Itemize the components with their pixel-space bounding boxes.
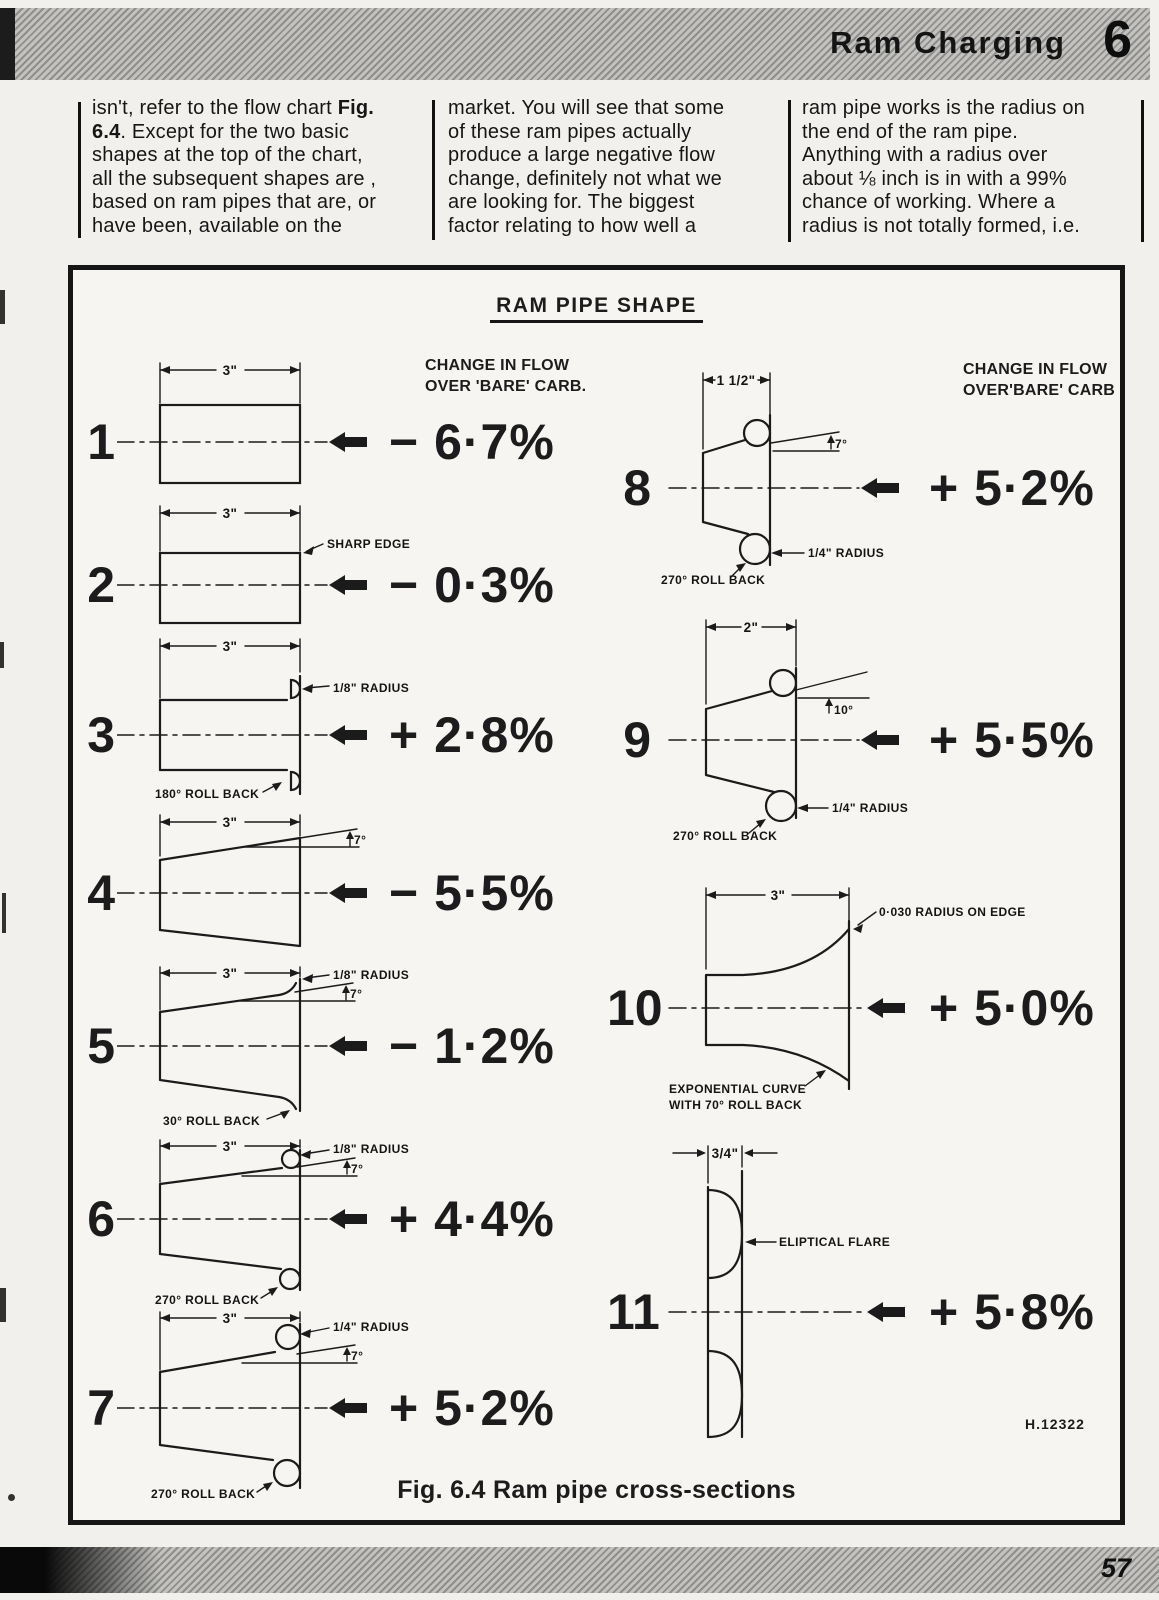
chapter-number: 6 — [1103, 11, 1132, 69]
intro-column-2 — [448, 97, 724, 238]
flow-arrow-icon — [867, 1302, 905, 1322]
shape-number: 4 — [87, 865, 115, 921]
column-rule — [1141, 100, 1144, 242]
radius-label: 1/4" RADIUS — [333, 1320, 410, 1334]
shape-2-drawing — [117, 498, 417, 633]
flow-header-line: CHANGE IN FLOW — [963, 361, 1108, 378]
shape-3-drawing — [117, 636, 417, 804]
flow-arrow-icon — [329, 1398, 367, 1418]
rollback-label: 270° ROLL BACK — [661, 573, 766, 587]
angle-label: 7° — [354, 833, 367, 847]
dimension-label: 1 1/2" — [716, 373, 756, 388]
intro-text: market. You will see that some — [448, 97, 725, 119]
flow-change-value: + 5·8% — [929, 1284, 1095, 1340]
shape-number: 6 — [87, 1191, 115, 1247]
intro-text: all the subsequent shapes are , — [92, 167, 377, 190]
drawing-reference-number: H.12322 — [1025, 1416, 1085, 1432]
flow-arrow-icon — [861, 478, 899, 498]
dimension-label: 3/4" — [711, 1146, 739, 1161]
dimension-label: 3" — [222, 966, 238, 981]
radius-label: 1/8" RADIUS — [333, 681, 410, 695]
scan-artifact — [0, 642, 4, 668]
page-number: 57 — [1100, 1553, 1131, 1583]
flow-change-value: + 5·0% — [929, 980, 1095, 1036]
intro-text: isn't, refer to the flow chart — [92, 97, 338, 119]
angle-label: 7° — [351, 1349, 364, 1363]
shape-4-drawing — [117, 813, 417, 961]
flow-header-line: OVER 'BARE' CARB. — [425, 377, 587, 395]
intro-text: about ⅛ inch is in with a 99% — [802, 167, 1067, 190]
flow-arrow-icon — [329, 432, 367, 452]
intro-text-bold: 6.4 — [92, 120, 121, 143]
flow-arrow-icon — [329, 725, 367, 745]
flow-change-value: − 1·2% — [389, 1018, 555, 1074]
shape-number: 5 — [87, 1018, 115, 1074]
angle-label: 7° — [350, 987, 363, 1001]
shape-number: 2 — [87, 557, 115, 613]
flow-arrow-icon — [329, 1036, 367, 1056]
shape-1-drawing — [117, 357, 417, 497]
rollback-label: 270° ROLL BACK — [155, 1293, 260, 1307]
shape-6-drawing — [117, 1138, 417, 1310]
column-rule — [78, 102, 81, 238]
rollback-label: 180° ROLL BACK — [155, 787, 260, 801]
flow-arrow-icon — [329, 575, 367, 595]
intro-text: . Except for the two basic — [120, 120, 350, 143]
angle-label: 10° — [834, 703, 854, 717]
dimension-label: 3" — [222, 363, 238, 378]
intro-text: have been, available on the — [92, 214, 343, 237]
flow-change-value: + 4·4% — [389, 1191, 555, 1247]
angle-label: 7° — [351, 1162, 364, 1176]
shape-number: 10 — [607, 980, 663, 1036]
dimension-label: 3" — [222, 1139, 238, 1154]
scan-artifact — [8, 1494, 15, 1501]
radius-label: 1/8" RADIUS — [333, 968, 410, 982]
shape-5-drawing — [117, 965, 417, 1129]
dimension-label: 2" — [743, 620, 759, 635]
dimension-label: 3" — [222, 1311, 238, 1326]
radius-label: 1/4" RADIUS — [808, 546, 885, 560]
flare-label: ELIPTICAL FLARE — [779, 1235, 891, 1249]
shape-number: 8 — [623, 460, 651, 516]
flow-arrow-icon — [861, 730, 899, 750]
intro-text: chance of working. Where a — [802, 191, 1056, 213]
intro-text: shapes at the top of the chart, — [92, 144, 363, 166]
figure-title-text: RAM PIPE SHAPE — [490, 294, 703, 323]
shape-number: 1 — [87, 414, 115, 470]
figure-box — [68, 265, 1125, 1525]
intro-text: factor relating to how well a — [448, 214, 697, 237]
intro-text: of these ram pipes actually — [448, 120, 692, 143]
intro-text: based on ram pipes that are, or — [92, 191, 377, 213]
intro-text: produce a large negative flow — [448, 144, 716, 166]
curve-label-line1: EXPONENTIAL CURVE — [669, 1082, 807, 1096]
scan-artifact — [2, 893, 6, 933]
intro-text: the end of the ram pipe. — [802, 120, 1019, 143]
rollback-label: 270° ROLL BACK — [151, 1487, 256, 1501]
intro-text: change, definitely not what we — [448, 167, 722, 190]
intro-column-3 — [802, 97, 1085, 238]
flow-arrow-icon — [329, 1209, 367, 1229]
flow-arrow-icon — [329, 883, 367, 903]
flow-change-value: + 5·5% — [929, 712, 1095, 768]
shape-number: 7 — [87, 1380, 115, 1436]
curve-label-line2: WITH 70° ROLL BACK — [669, 1098, 803, 1112]
intro-text: radius is not totally formed, i.e. — [802, 214, 1081, 237]
figure-caption: Fig. 6.4 Ram pipe cross-sections — [397, 1476, 796, 1504]
flow-change-value: + 5·2% — [929, 460, 1095, 516]
footer-left-dark-block — [0, 1547, 170, 1593]
intro-text: Anything with a radius over — [802, 144, 1048, 166]
flow-header-right — [963, 360, 1115, 401]
intro-text: are looking for. The biggest — [448, 191, 695, 213]
flow-change-value: − 5·5% — [389, 865, 555, 921]
scan-artifact — [0, 290, 5, 324]
radius-label: 1/8" RADIUS — [333, 1142, 410, 1156]
angle-label: 7° — [835, 437, 848, 451]
intro-column-1 — [92, 97, 376, 238]
intro-text-bold: Fig. — [337, 97, 375, 119]
flow-header-left — [425, 356, 586, 397]
flow-arrow-icon — [867, 998, 905, 1018]
shape-number: 11 — [607, 1284, 660, 1340]
column-rule — [432, 100, 435, 240]
shape-8-drawing — [655, 365, 927, 593]
flow-change-value: + 2·8% — [389, 707, 555, 763]
rollback-label: 270° ROLL BACK — [673, 829, 778, 843]
scan-artifact — [0, 1288, 6, 1322]
edge-label: 0·030 RADIUS ON EDGE — [879, 905, 1026, 919]
flow-change-value: − 6·7% — [389, 414, 555, 470]
flow-change-value: + 5·2% — [389, 1380, 555, 1436]
column-rule — [788, 100, 791, 242]
radius-label: 1/4" RADIUS — [832, 801, 909, 815]
edge-label: SHARP EDGE — [327, 537, 411, 551]
dimension-label: 3" — [222, 815, 238, 830]
flow-change-value: − 0·3% — [389, 557, 555, 613]
figure-title — [73, 294, 1120, 318]
shape-number: 9 — [623, 712, 651, 768]
footer-band — [0, 1547, 1159, 1593]
header-left-dark-block — [0, 8, 15, 80]
chapter-title: Ram Charging — [830, 25, 1066, 60]
dimension-label: 3" — [222, 639, 238, 654]
flow-header-line: CHANGE IN FLOW — [425, 357, 570, 374]
intro-text: ram pipe works is the radius on — [802, 97, 1085, 119]
dimension-label: 3" — [770, 888, 786, 903]
dimension-label: 3" — [222, 506, 238, 521]
shape-9-drawing — [655, 610, 927, 858]
flow-header-line: OVER'BARE' CARB — [963, 381, 1115, 399]
shape-number: 3 — [87, 707, 115, 763]
rollback-label: 30° ROLL BACK — [163, 1114, 261, 1128]
header-band — [0, 8, 1150, 80]
